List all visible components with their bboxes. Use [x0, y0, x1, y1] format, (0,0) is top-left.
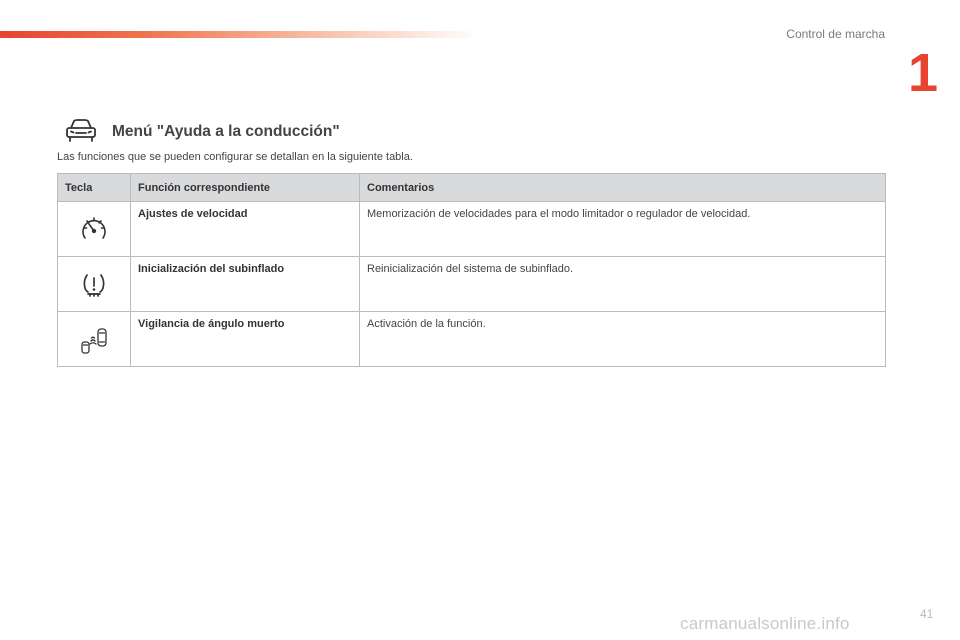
- column-header-key: Tecla: [58, 174, 131, 202]
- title-row: [64, 118, 340, 146]
- table-row: [58, 257, 886, 312]
- column-header-comments: Comentarios: [360, 174, 886, 202]
- key-cell: [58, 257, 131, 312]
- function-cell: Ajustes de velocidad: [131, 202, 360, 257]
- page-title: Menú "Ayuda a la conducción": [112, 123, 340, 140]
- comment-cell: Memorización de velocidades para el modo limitador o regulador de velocidad.: [360, 202, 886, 257]
- speedometer-icon: [58, 214, 130, 244]
- watermark: carmanualsonline.info: [680, 614, 850, 633]
- features-table: [57, 173, 886, 367]
- table-row: [58, 202, 886, 257]
- comment-cell: Activación de la función.: [360, 312, 886, 367]
- section-header: Control de marcha: [786, 27, 885, 41]
- key-cell: [58, 312, 131, 367]
- chapter-number: 1: [908, 43, 939, 103]
- tyre-pressure-warning-icon: [58, 269, 130, 299]
- function-cell: Vigilancia de ángulo muerto: [131, 312, 360, 367]
- page-number: 41: [920, 607, 934, 621]
- table-row: [58, 312, 886, 367]
- key-cell: [58, 202, 131, 257]
- comment-cell: Reinicialización del sistema de subinflado.: [360, 257, 886, 312]
- intro-text: Las funciones que se pueden configurar se detallan en la siguiente tabla.: [57, 151, 413, 163]
- column-header-function: Función correspondiente: [131, 174, 360, 202]
- car-front-icon: [64, 116, 98, 149]
- function-cell: Inicialización del subinflado: [131, 257, 360, 312]
- header-accent-bar: [0, 31, 480, 38]
- blind-spot-icon: [58, 322, 130, 356]
- table-header-row: [58, 174, 886, 202]
